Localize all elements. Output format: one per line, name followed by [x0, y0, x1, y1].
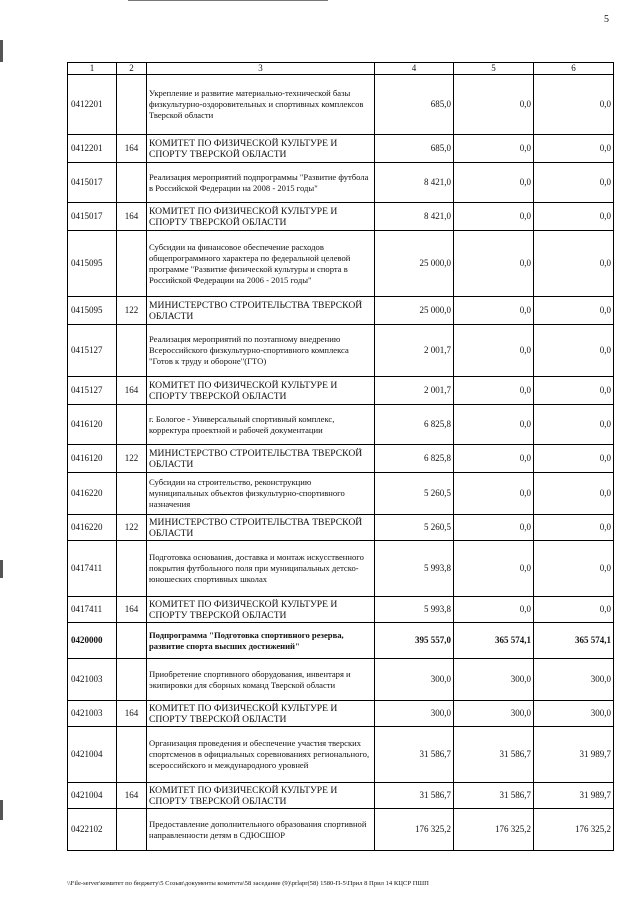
- table-row: [68, 297, 614, 325]
- value-2017-cell: 0,0: [534, 203, 614, 231]
- description-cell: КОМИТЕТ ПО ФИЗИЧЕСКОЙ КУЛЬТУРЕ И СПОРТУ ТВЕРСКОЙ ОБЛАСТИ: [147, 597, 375, 623]
- table-row: [68, 203, 614, 231]
- code-cell: 0416120: [68, 405, 117, 445]
- value-2016-cell: 0,0: [454, 377, 534, 405]
- column-header: 5: [454, 63, 534, 75]
- table-row: [68, 623, 614, 659]
- left-scan-marks: [0, 0, 3, 905]
- table-row: [68, 231, 614, 297]
- value-2017-cell: 0,0: [534, 473, 614, 515]
- description-cell: Субсидии на строительство, реконструкцию муниципальных объектов физкультурно-спортивного назначения: [147, 473, 375, 515]
- code-cell: 0417411: [68, 597, 117, 623]
- description-cell: Подготовка основания, доставка и монтаж искусственного покрытия футбольного поля при муниципальных детско-юношеских спортивных школах: [147, 541, 375, 597]
- table-row: [68, 405, 614, 445]
- table-row: [68, 163, 614, 203]
- ministry-code-cell: [117, 231, 147, 297]
- code-cell: 0415017: [68, 203, 117, 231]
- value-2015-cell: 176 325,2: [375, 809, 454, 851]
- ministry-code-cell: 164: [117, 701, 147, 727]
- value-2016-cell: 0,0: [454, 75, 534, 135]
- ministry-code-cell: [117, 809, 147, 851]
- column-header: 1: [68, 63, 117, 75]
- code-cell: 0421003: [68, 701, 117, 727]
- value-2016-cell: 0,0: [454, 297, 534, 325]
- table-row: [68, 727, 614, 783]
- description-cell: Укрепление и развитие материально-технической базы физкультурно-оздоровительных и спортивных комплексов Тверской области: [147, 75, 375, 135]
- code-cell: 0421004: [68, 727, 117, 783]
- description-cell: Организация проведения и обеспечение участия тверских спортсменов в официальных соревнованиях регионального, всероссийского и международного уровней: [147, 727, 375, 783]
- ministry-code-cell: [117, 659, 147, 701]
- value-2016-cell: 0,0: [454, 405, 534, 445]
- value-2015-cell: 8 421,0: [375, 203, 454, 231]
- top-scan-line: [128, 0, 328, 4]
- value-2015-cell: 2 001,7: [375, 325, 454, 377]
- ministry-code-cell: [117, 541, 147, 597]
- ministry-code-cell: [117, 163, 147, 203]
- value-2015-cell: 31 586,7: [375, 727, 454, 783]
- description-cell: Приобретение спортивного оборудования, инвентаря и экипировки для сборных команд Тверской области: [147, 659, 375, 701]
- value-2017-cell: 0,0: [534, 231, 614, 297]
- value-2015-cell: 31 586,7: [375, 783, 454, 809]
- value-2015-cell: 685,0: [375, 75, 454, 135]
- ministry-code-cell: [117, 325, 147, 377]
- value-2017-cell: 0,0: [534, 377, 614, 405]
- code-cell: 0422102: [68, 809, 117, 851]
- value-2017-cell: 0,0: [534, 163, 614, 203]
- description-cell: КОМИТЕТ ПО ФИЗИЧЕСКОЙ КУЛЬТУРЕ И СПОРТУ ТВЕРСКОЙ ОБЛАСТИ: [147, 701, 375, 727]
- table-row: [68, 597, 614, 623]
- ministry-code-cell: 122: [117, 297, 147, 325]
- ministry-code-cell: 164: [117, 783, 147, 809]
- value-2015-cell: 5 260,5: [375, 473, 454, 515]
- value-2015-cell: 300,0: [375, 659, 454, 701]
- value-2016-cell: 0,0: [454, 541, 534, 597]
- value-2017-cell: 0,0: [534, 325, 614, 377]
- ministry-code-cell: [117, 473, 147, 515]
- ministry-code-cell: [117, 727, 147, 783]
- description-cell: МИНИСТЕРСТВО СТРОИТЕЛЬСТВА ТВЕРСКОЙ ОБЛАСТИ: [147, 445, 375, 473]
- value-2015-cell: 685,0: [375, 135, 454, 163]
- value-2015-cell: 5 260,5: [375, 515, 454, 541]
- value-2017-cell: 0,0: [534, 597, 614, 623]
- value-2017-cell: 31 989,7: [534, 727, 614, 783]
- value-2015-cell: 5 993,8: [375, 541, 454, 597]
- value-2017-cell: 0,0: [534, 541, 614, 597]
- description-cell: Субсидии на финансовое обеспечение расходов общепрограммного характера по федеральной целевой программе "Развитие физической культуры и спорта в Российской Федерации на 2006 - 2015 годы": [147, 231, 375, 297]
- value-2017-cell: 0,0: [534, 75, 614, 135]
- value-2015-cell: 6 825,8: [375, 405, 454, 445]
- table-row: [68, 541, 614, 597]
- description-cell: Предоставление дополнительного образования спортивной направленности детям в СДЮСШОР: [147, 809, 375, 851]
- table-row: [68, 75, 614, 135]
- value-2016-cell: 365 574,1: [454, 623, 534, 659]
- ministry-code-cell: [117, 623, 147, 659]
- table-row: [68, 445, 614, 473]
- description-cell: Реализация мероприятий по поэтапному внедрению Всероссийского физкультурно-спортивного комплекса "Готов к труду и обороне"(ГТО): [147, 325, 375, 377]
- value-2017-cell: 0,0: [534, 135, 614, 163]
- value-2015-cell: 8 421,0: [375, 163, 454, 203]
- value-2015-cell: 6 825,8: [375, 445, 454, 473]
- value-2015-cell: 2 001,7: [375, 377, 454, 405]
- value-2016-cell: 0,0: [454, 445, 534, 473]
- table-row: [68, 473, 614, 515]
- table-row: [68, 701, 614, 727]
- table-row: [68, 659, 614, 701]
- code-cell: 0415095: [68, 231, 117, 297]
- description-cell: МИНИСТЕРСТВО СТРОИТЕЛЬСТВА ТВЕРСКОЙ ОБЛАСТИ: [147, 515, 375, 541]
- ministry-code-cell: [117, 405, 147, 445]
- value-2016-cell: 176 325,2: [454, 809, 534, 851]
- column-header: 2: [117, 63, 147, 75]
- page-number: 5: [604, 14, 609, 25]
- code-cell: 0412201: [68, 135, 117, 163]
- value-2017-cell: 300,0: [534, 659, 614, 701]
- code-cell: 0416120: [68, 445, 117, 473]
- value-2017-cell: 31 989,7: [534, 783, 614, 809]
- value-2017-cell: 0,0: [534, 515, 614, 541]
- value-2017-cell: 300,0: [534, 701, 614, 727]
- code-cell: 0415017: [68, 163, 117, 203]
- value-2017-cell: 0,0: [534, 405, 614, 445]
- code-cell: 0416220: [68, 473, 117, 515]
- value-2017-cell: 365 574,1: [534, 623, 614, 659]
- value-2016-cell: 0,0: [454, 597, 534, 623]
- ministry-code-cell: 122: [117, 445, 147, 473]
- value-2016-cell: 300,0: [454, 701, 534, 727]
- header-row: [68, 63, 614, 75]
- table-row: [68, 809, 614, 851]
- value-2016-cell: 31 586,7: [454, 727, 534, 783]
- description-cell: Реализация мероприятий подпрограммы "Развитие футбола в Российской Федерации на 2008 - 2015 годы": [147, 163, 375, 203]
- description-cell: КОМИТЕТ ПО ФИЗИЧЕСКОЙ КУЛЬТУРЕ И СПОРТУ ТВЕРСКОЙ ОБЛАСТИ: [147, 203, 375, 231]
- value-2016-cell: 300,0: [454, 659, 534, 701]
- description-cell: КОМИТЕТ ПО ФИЗИЧЕСКОЙ КУЛЬТУРЕ И СПОРТУ ТВЕРСКОЙ ОБЛАСТИ: [147, 783, 375, 809]
- table-row: [68, 783, 614, 809]
- value-2016-cell: 0,0: [454, 135, 534, 163]
- table-row: [68, 377, 614, 405]
- value-2015-cell: 395 557,0: [375, 623, 454, 659]
- value-2015-cell: 5 993,8: [375, 597, 454, 623]
- description-cell: МИНИСТЕРСТВО СТРОИТЕЛЬСТВА ТВЕРСКОЙ ОБЛАСТИ: [147, 297, 375, 325]
- value-2016-cell: 0,0: [454, 325, 534, 377]
- description-cell: КОМИТЕТ ПО ФИЗИЧЕСКОЙ КУЛЬТУРЕ И СПОРТУ ТВЕРСКОЙ ОБЛАСТИ: [147, 135, 375, 163]
- value-2015-cell: 25 000,0: [375, 297, 454, 325]
- ministry-code-cell: 164: [117, 377, 147, 405]
- value-2017-cell: 176 325,2: [534, 809, 614, 851]
- ministry-code-cell: 164: [117, 135, 147, 163]
- description-cell: г. Бологое - Универсальный спортивный комплекс, корректура проектной и рабочей документации: [147, 405, 375, 445]
- ministry-code-cell: 164: [117, 203, 147, 231]
- ministry-code-cell: 164: [117, 597, 147, 623]
- code-cell: 0416220: [68, 515, 117, 541]
- code-cell: 0415127: [68, 377, 117, 405]
- value-2015-cell: 25 000,0: [375, 231, 454, 297]
- ministry-code-cell: 122: [117, 515, 147, 541]
- column-header: 4: [375, 63, 454, 75]
- code-cell: 0421003: [68, 659, 117, 701]
- description-cell: Подпрограмма "Подготовка спортивного резерва, развитие спорта высших достижений": [147, 623, 375, 659]
- ministry-code-cell: [117, 75, 147, 135]
- budget-table: [67, 62, 614, 851]
- value-2016-cell: 0,0: [454, 515, 534, 541]
- code-cell: 0420000: [68, 623, 117, 659]
- value-2016-cell: 31 586,7: [454, 783, 534, 809]
- value-2016-cell: 0,0: [454, 163, 534, 203]
- table-row: [68, 515, 614, 541]
- description-cell: КОМИТЕТ ПО ФИЗИЧЕСКОЙ КУЛЬТУРЕ И СПОРТУ ТВЕРСКОЙ ОБЛАСТИ: [147, 377, 375, 405]
- table-row: [68, 135, 614, 163]
- value-2016-cell: 0,0: [454, 473, 534, 515]
- table-row: [68, 325, 614, 377]
- value-2015-cell: 300,0: [375, 701, 454, 727]
- code-cell: 0412201: [68, 75, 117, 135]
- column-header: 6: [534, 63, 614, 75]
- file-path-footer: \\File-server\комитет по бюджету\5 Созыв\документы комитета\58 заседание (9)\prlapr(58) 1580-П-5\Прил 8 Прил 14 КЦСР ПШП: [67, 880, 429, 887]
- value-2017-cell: 0,0: [534, 297, 614, 325]
- value-2016-cell: 0,0: [454, 203, 534, 231]
- value-2016-cell: 0,0: [454, 231, 534, 297]
- code-cell: 0415095: [68, 297, 117, 325]
- code-cell: 0415127: [68, 325, 117, 377]
- code-cell: 0417411: [68, 541, 117, 597]
- code-cell: 0421004: [68, 783, 117, 809]
- column-header: 3: [147, 63, 375, 75]
- value-2017-cell: 0,0: [534, 445, 614, 473]
